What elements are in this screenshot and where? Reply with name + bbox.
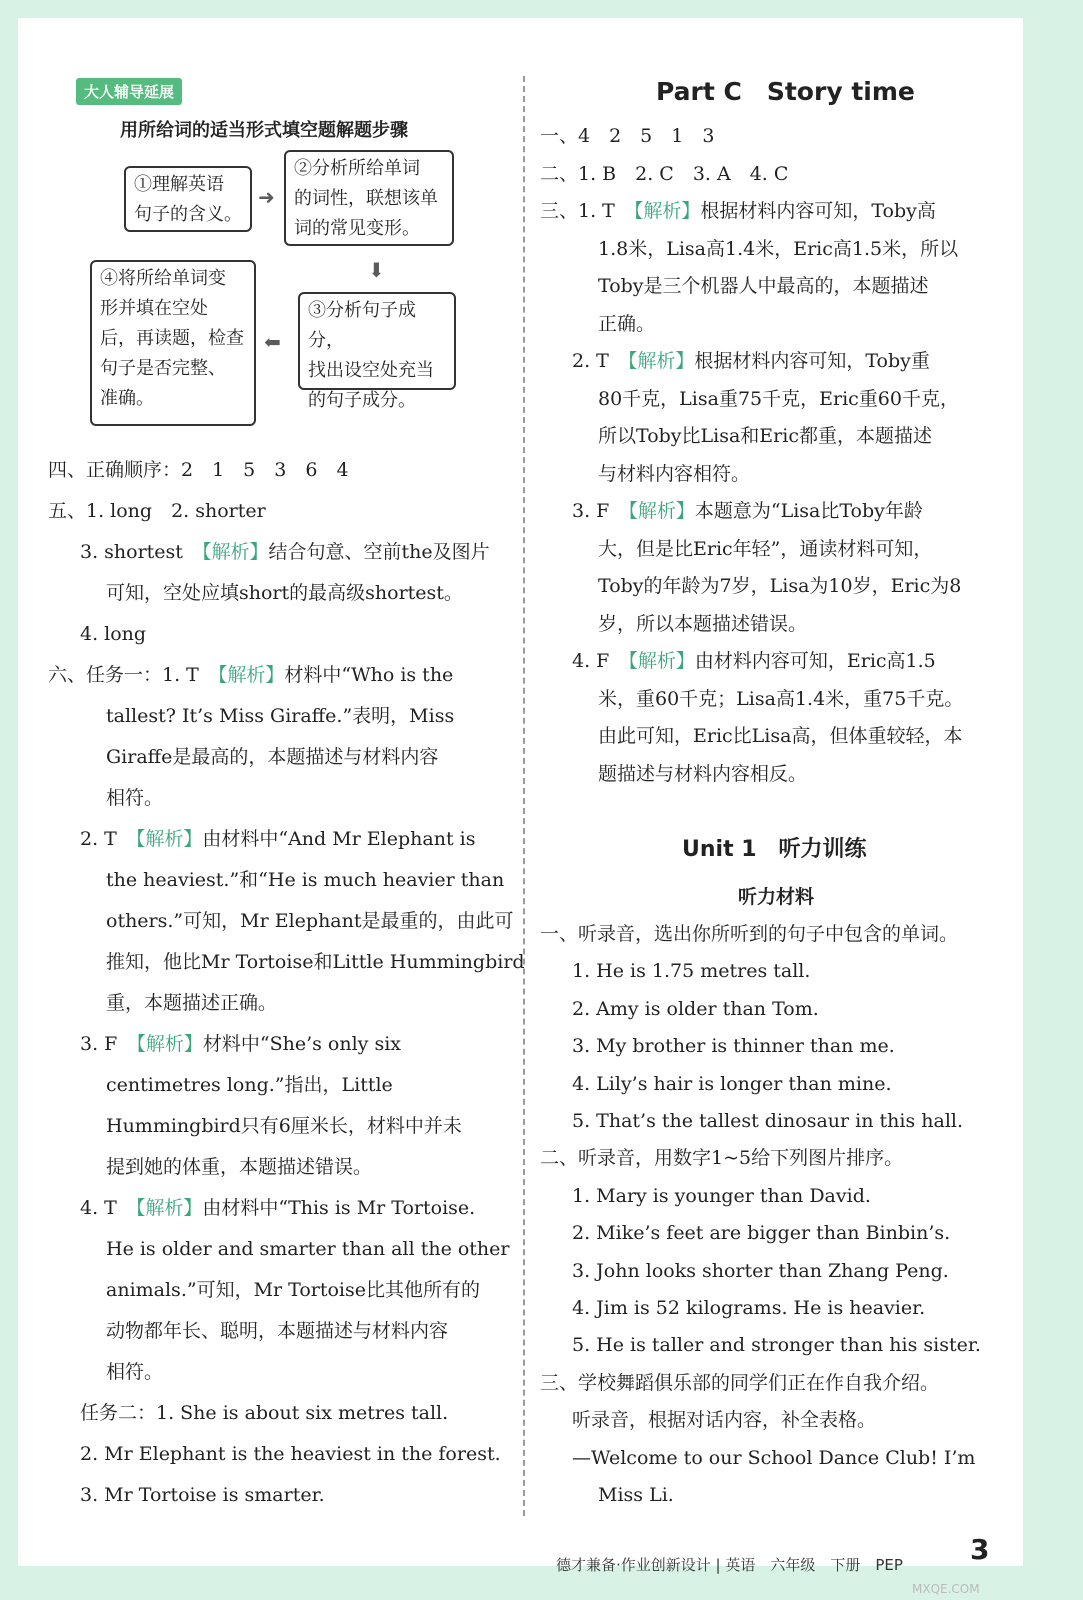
answer-line: 一、4 2 5 1 3 <box>540 125 715 147</box>
arrow-right-icon: ➜ <box>258 185 275 209</box>
analysis-tag: 【解析】 <box>217 664 285 686</box>
answer-line: 动物都年长、聪明，本题描述与材料内容 <box>106 1320 449 1342</box>
answer-line: Toby的年龄为7岁，Lisa为10岁，Eric为8 <box>598 575 962 597</box>
answer-line: Hummingbird只有6厘米长，材料中并未 <box>106 1115 462 1137</box>
answer-line: 岁，所以本题描述错误。 <box>598 612 808 635</box>
answer-line: 3. F 【解析】本题意为“Lisa比Toby年龄 <box>572 500 923 522</box>
answer-line: 4. Jim is 52 kilograms. He is heavier. <box>572 1297 926 1320</box>
answer-line: 3. My brother is thinner than me. <box>572 1035 895 1058</box>
step-3-line: ③分析句子成分， <box>308 300 416 351</box>
answer-line: 4. F 【解析】由材料内容可知，Eric高1.5 <box>572 650 936 672</box>
answer-line: 重，本题描述正确。 <box>106 992 278 1014</box>
analysis-tag: 【解析】 <box>628 650 695 672</box>
step-4-line: 准确。 <box>100 388 154 409</box>
answer-line: 1. Mary is younger than David. <box>572 1184 871 1207</box>
step-1-box <box>124 166 252 232</box>
answer-line: Giraffe是最高的，本题描述与材料内容 <box>106 746 439 768</box>
answer-line: 5. He is taller and stronger than his sister. <box>572 1334 981 1357</box>
analysis-tag: 【解析】 <box>627 350 695 372</box>
answer-line: 任务二：1. She is about six metres tall. <box>80 1402 449 1424</box>
answer-line: 二、听录音，用数字1~5给下列图片排序。 <box>540 1147 904 1170</box>
answer-line: 4. T 【解析】由材料中“This is Mr Tortoise. <box>80 1197 476 1219</box>
answer-line: 二、1. B 2. C 3. A 4. C <box>540 162 789 185</box>
answer-line: Toby是三个机器人中最高的，本题描述 <box>598 275 929 297</box>
analysis-tag: 【解析】 <box>135 1197 203 1219</box>
answer-line: 六、任务一：1. T 【解析】材料中“Who is the <box>48 664 454 686</box>
answer-line: 2. Mr Elephant is the heaviest in the forest. <box>80 1443 501 1465</box>
arrow-down-icon: ⬇ <box>368 258 385 282</box>
part-c-answers <box>540 118 990 793</box>
step-2-line: ②分析所给单词 <box>294 158 420 179</box>
answer-line: 三、学校舞蹈俱乐部的同学们正在作自我介绍。 <box>540 1371 940 1394</box>
answer-line: 4. Lily’s hair is longer than mine. <box>572 1072 892 1095</box>
answer-line: centimetres long.”指出，Little <box>106 1074 393 1096</box>
analysis-tag: 【解析】 <box>628 500 695 522</box>
analysis-tag: 【解析】 <box>201 541 269 563</box>
answer-line: 米，重60千克；Lisa高1.4米，重75千克。 <box>598 687 964 710</box>
answer-line: 80千克，Lisa重75千克，Eric重60千克， <box>598 387 959 410</box>
answer-line: 4. long <box>80 623 147 645</box>
answer-line: 可知，空处应填short的最高级shortest。 <box>106 582 463 604</box>
step-4-line: 后，再读题，检查 <box>100 328 244 349</box>
watermark: MXQE.COM <box>912 1582 980 1596</box>
answer-line: 与材料内容相符。 <box>598 462 751 485</box>
step-4-box <box>90 260 256 426</box>
answer-line: 听录音，根据对话内容，补全表格。 <box>572 1409 877 1432</box>
answer-line: 所以Toby比Lisa和Eric都重，本题描述 <box>598 425 932 447</box>
answer-line: —Welcome to our School Dance Club! I’m <box>572 1446 976 1469</box>
analysis-tag: 【解析】 <box>633 200 701 222</box>
listening-material-lines <box>540 916 990 1515</box>
analysis-tag: 【解析】 <box>135 828 203 850</box>
answer-line: 三、1. T 【解析】根据材料内容可知，Toby高 <box>540 200 936 222</box>
answer-line: tallest? It’s Miss Giraffe.”表明，Miss <box>106 705 455 727</box>
step-3-line: 找出设空处充当 <box>308 360 434 381</box>
answer-line: the heaviest.”和“He is much heavier than <box>106 869 505 891</box>
part-c-title: Part C Story time <box>656 77 915 106</box>
unit-title: Unit 1 听力训练 <box>682 837 867 862</box>
answer-line: 1.8米，Lisa高1.4米，Eric高1.5米，所以 <box>598 237 959 260</box>
arrow-left-icon: ⬅ <box>264 330 281 354</box>
answer-line: 题描述与材料内容相反。 <box>598 762 808 785</box>
column-divider <box>523 76 525 1516</box>
answer-line: 3. Mr Tortoise is smarter. <box>80 1484 325 1506</box>
step-3-box <box>298 292 456 411</box>
answer-line: 2. Mike’s feet are bigger than Binbin’s. <box>572 1222 951 1245</box>
answer-line: 提到她的体重，本题描述错误。 <box>106 1156 373 1178</box>
answer-line: Miss Li. <box>598 1484 674 1507</box>
answer-line: 2. T 【解析】根据材料内容可知，Toby重 <box>572 350 930 372</box>
answer-line: 相符。 <box>106 787 164 809</box>
answer-line: 3. shortest 【解析】结合句意、空前the及图片 <box>80 541 490 563</box>
answer-line: 一、听录音，选出你所听到的句子中包含的单词。 <box>540 923 959 945</box>
step-4-line: 形并填在空处 <box>100 298 208 319</box>
guidance-badge: 大人辅导延展 <box>76 78 182 105</box>
answer-line: He is older and smarter than all the other <box>106 1238 510 1260</box>
step-1-line: 句子的含义。 <box>134 204 242 225</box>
listening-material-title: 听力材料 <box>738 886 815 908</box>
answer-line: 相符。 <box>106 1361 164 1383</box>
answer-line: animals.”可知，Mr Tortoise比其他所有的 <box>106 1279 481 1301</box>
answer-line: 正确。 <box>598 312 656 335</box>
steps-title: 用所给词的适当形式填空题解题步骤 <box>120 120 408 141</box>
answer-line: 大，但是比Eric年轻”，通读材料可知， <box>598 537 933 560</box>
step-3-line: 的句子成分。 <box>308 390 416 411</box>
analysis-tag: 【解析】 <box>136 1033 203 1055</box>
answer-line: others.”可知，Mr Elephant是最重的，由此可 <box>106 910 514 932</box>
step-1-line: ①理解英语 <box>134 174 224 195</box>
answer-line: 1. He is 1.75 metres tall. <box>572 960 811 983</box>
answer-line: 3. F 【解析】材料中“She’s only six <box>80 1033 401 1055</box>
answer-line: 四、正确顺序：2 1 5 3 6 4 <box>48 459 349 481</box>
answer-line: 五、1. long 2. shorter <box>48 500 266 522</box>
answer-line: 2. Amy is older than Tom. <box>572 997 819 1020</box>
answer-line: 推知，他比Mr Tortoise和Little Hummingbird <box>106 951 525 973</box>
answer-line: 5. That’s the tallest dinosaur in this hall. <box>572 1110 964 1133</box>
page-number: 3 <box>970 1533 990 1566</box>
left-answer-column <box>48 450 525 1516</box>
step-4-line: ④将所给单词变 <box>100 268 226 289</box>
footer-text: 德才兼备·作业创新设计 | 英语 六年级 下册 PEP <box>556 1556 903 1574</box>
step-2-box <box>284 150 454 246</box>
answer-line: 3. John looks shorter than Zhang Peng. <box>572 1259 949 1282</box>
step-2-line: 的词性，联想该单 <box>294 188 438 209</box>
step-4-line: 句子是否完整、 <box>100 358 226 379</box>
answer-line: 由此可知，Eric比Lisa高，但体重较轻，本 <box>598 725 963 747</box>
step-2-line: 词的常见变形。 <box>294 218 420 239</box>
answer-line: 2. T 【解析】由材料中“And Mr Elephant is <box>80 828 476 850</box>
